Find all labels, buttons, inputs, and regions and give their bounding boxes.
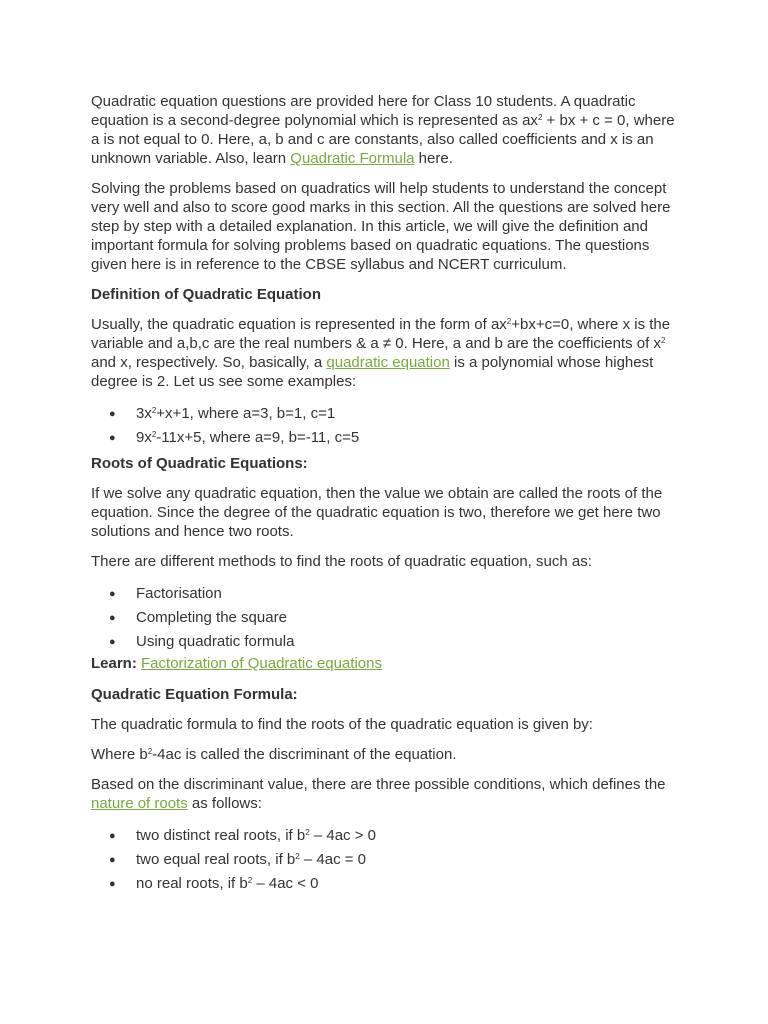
intro-text: here. — [414, 150, 453, 167]
condition-text: – 4ac > 0 — [309, 827, 376, 844]
superscript: 2 — [147, 747, 153, 756]
learn-label: Learn: — [91, 655, 137, 672]
bullet-icon: ● — [109, 878, 116, 890]
formula-text: Based on the discriminant value, there are three possible conditions, which defines the — [91, 776, 666, 793]
nature-of-roots-link[interactable]: nature of roots — [91, 795, 188, 812]
definition-text: is a polynomial whose highest degree is 2. Let us see some examples: — [91, 354, 654, 390]
bullet-icon: ● — [109, 408, 116, 420]
list-item — [109, 402, 678, 426]
method-text: Factorisation — [136, 585, 222, 602]
bullet-icon: ● — [109, 854, 116, 866]
bullet-icon: ● — [109, 612, 116, 624]
method-text: Using quadratic formula — [136, 633, 295, 650]
superscript: 2 — [295, 852, 300, 861]
superscript: 2 — [151, 430, 157, 439]
formula-paragraph-3 — [91, 775, 678, 813]
formula-heading: Quadratic Equation Formula: — [91, 686, 298, 703]
example-text: +x+1, where a=3, b=1, c=1 — [156, 405, 336, 422]
list-item — [109, 824, 678, 848]
superscript: 2 — [151, 406, 157, 415]
conditions-list — [91, 824, 678, 896]
list-item — [109, 426, 678, 450]
formula-paragraph-1: The quadratic formula to find the roots of the quadratic equation is given by: — [91, 716, 593, 733]
methods-list — [91, 582, 678, 654]
definition-text: +bx+c=0, where x is the variable and a,b,c are the real numbers & a ≠ 0. Here, a and b are the coefficients of x — [91, 316, 671, 352]
bullet-icon: ● — [109, 432, 116, 444]
method-text: Completing the square — [136, 609, 287, 626]
list-item — [109, 872, 678, 896]
condition-text: – 4ac = 0 — [299, 851, 367, 868]
superscript: 2 — [247, 876, 253, 885]
quadratic-equation-link[interactable]: quadratic equation — [326, 354, 450, 371]
example-text: 3x — [136, 405, 152, 422]
bullet-icon: ● — [109, 636, 116, 648]
formula-paragraph-2 — [91, 745, 678, 764]
definition-heading: Definition of Quadratic Equation — [91, 286, 321, 303]
list-item — [109, 606, 678, 630]
condition-text: two distinct real roots, if b — [136, 827, 306, 844]
roots-heading: Roots of Quadratic Equations: — [91, 455, 308, 472]
condition-text: – 4ac < 0 — [252, 875, 319, 892]
definition-text: and x, respectively. So, basically, a — [91, 354, 327, 371]
example-text: 9x — [136, 429, 152, 446]
roots-paragraph-1: If we solve any quadratic equation, then the value we obtain are called the roots of the equation. Since the degree of the quadratic equation is two, therefore we get here two solutions and hence two roots. — [91, 485, 663, 540]
superscript: 2 — [506, 317, 512, 326]
intro-paragraph-2: Solving the problems based on quadratics will help students to understand the concept very well and also to score good marks in this section. All the questions are solved here step by step with a detailed explanation. In this article, we will give the definition and important formula for solving problems based on quadratic equations. The questions given here is in reference to the CBSE syllabus and NCERT curriculum. — [91, 180, 671, 273]
formula-text: Where b — [91, 746, 148, 763]
superscript: 2 — [305, 828, 310, 837]
superscript: 2 — [537, 113, 543, 122]
quadratic-formula-link[interactable]: Quadratic Formula — [290, 150, 415, 167]
condition-text: no real roots, if b — [136, 875, 248, 892]
intro-text: + bx + c = 0, where a is not equal to 0. Here, a, b and c are constants, also called coefficients and x is an unknown variable. Also, learn — [91, 112, 675, 167]
definition-text: Usually, the quadratic equation is represented in the form of ax — [91, 316, 507, 333]
condition-text: two equal real roots, if b — [136, 851, 296, 868]
bullet-icon: ● — [109, 830, 116, 842]
learn-line — [91, 654, 678, 673]
superscript: 2 — [660, 336, 666, 345]
bullet-icon: ● — [109, 588, 116, 600]
definition-paragraph — [91, 315, 678, 391]
formula-text: -4ac is called the discriminant of the equation. — [152, 746, 457, 763]
factorization-link[interactable]: Factorization of Quadratic equations — [141, 655, 382, 672]
intro-paragraph-1 — [91, 92, 678, 168]
formula-text: as follows: — [187, 795, 262, 812]
roots-paragraph-2: There are different methods to find the roots of quadratic equation, such as: — [91, 553, 592, 570]
list-item — [109, 582, 678, 606]
intro-text: Quadratic equation questions are provided here for Class 10 students. A quadratic equation is a second-degree polynomial which is represented as ax — [91, 93, 636, 129]
list-item — [109, 848, 678, 872]
list-item — [109, 630, 678, 654]
examples-list — [91, 402, 678, 450]
example-text: -11x+5, where a=9, b=-11, c=5 — [156, 429, 360, 446]
